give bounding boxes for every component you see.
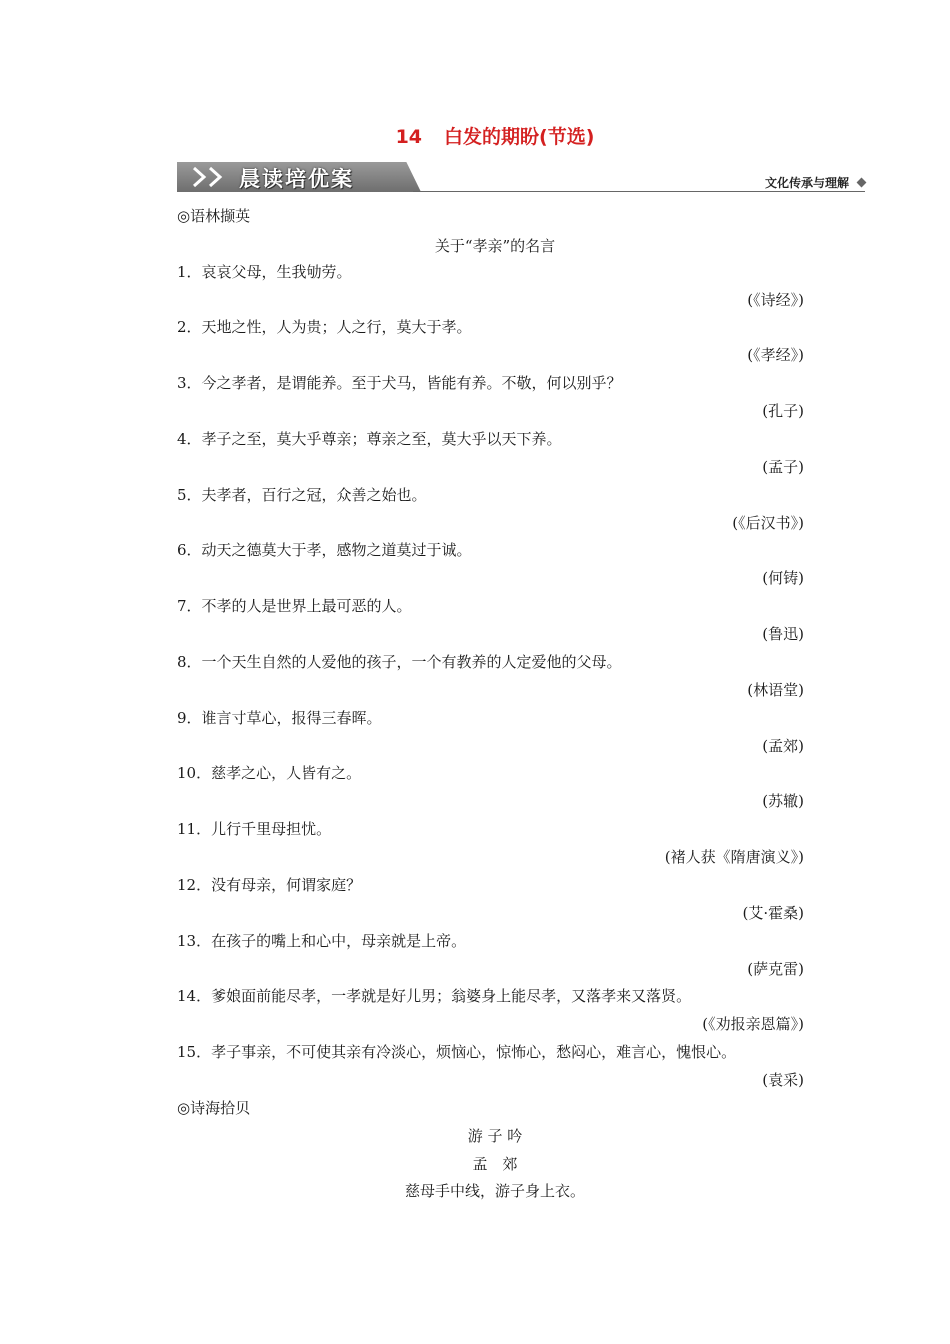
quote-source: (萨克雷) bbox=[747, 960, 804, 978]
banner-tag: 文化传承与理解 bbox=[764, 176, 849, 190]
poem-title: 游 子 吟 bbox=[467, 1127, 523, 1145]
poem-line: 慈母手中线，游子身上衣。 bbox=[404, 1182, 585, 1200]
chevron-right-icon bbox=[207, 166, 223, 188]
quote-text: 1．哀哀父母，生我劬劳。 bbox=[177, 263, 352, 281]
quote-source: (鲁迅) bbox=[762, 625, 804, 643]
quote-text: 8．一个天生自然的人爱他的孩子，一个有教养的人定爱他的父母。 bbox=[177, 653, 622, 671]
quote-source: (艾·霍桑) bbox=[742, 904, 804, 922]
quote-text: 10．慈孝之心，人皆有之。 bbox=[177, 764, 362, 782]
quote-source: (孟郊) bbox=[762, 737, 804, 755]
quote-text: 5．夫孝者，百行之冠，众善之始也。 bbox=[177, 486, 427, 504]
quote-source: (何铸) bbox=[762, 569, 804, 587]
quote-text: 15．孝子事亲，不可使其亲有冷淡心，烦恼心，惊怖心，愁闷心，难言心，愧恨心。 bbox=[177, 1043, 737, 1061]
quote-text: 13．在孩子的嘴上和心中，母亲就是上帝。 bbox=[177, 932, 467, 950]
section-banner bbox=[177, 162, 867, 198]
quote-text: 6．动天之德莫大于孝，感物之道莫过于诚。 bbox=[177, 541, 472, 559]
quote-source: (孟子) bbox=[762, 458, 804, 476]
quote-source: (《孝经》) bbox=[747, 346, 804, 364]
quote-text: 11．儿行千里母担忧。 bbox=[177, 820, 332, 838]
quote-text: 3．今之孝者，是谓能养。至于犬马，皆能有养。不敬，何以别乎？ bbox=[177, 374, 622, 392]
quote-source: (袁采) bbox=[762, 1071, 804, 1089]
quote-source: (《后汉书》) bbox=[732, 514, 804, 532]
quote-text: 9．谁言寸草心，报得三春晖。 bbox=[177, 709, 382, 727]
lesson-number: 14 bbox=[395, 126, 423, 148]
quote-source: (孔子) bbox=[762, 402, 804, 420]
quote-source: (苏辙) bbox=[762, 792, 804, 810]
quote-source: (褚人获《隋唐演义》) bbox=[664, 848, 804, 866]
banner-label: 晨读培优案 bbox=[239, 167, 354, 191]
section-heading-quotes: ◎语林撷英 bbox=[177, 207, 251, 225]
poem-author: 孟 郊 bbox=[472, 1155, 518, 1173]
lesson-title-text: 白发的期盼(节选) bbox=[444, 126, 595, 148]
quote-source: (《劝报亲恩篇》) bbox=[702, 1015, 804, 1033]
quote-text: 4．孝子之至，莫大乎尊亲；尊亲之至，莫大乎以天下养。 bbox=[177, 430, 562, 448]
section-heading-poems: ◎诗海拾贝 bbox=[177, 1099, 251, 1117]
quote-source: (《诗经》) bbox=[747, 291, 804, 309]
quote-text: 7．不孝的人是世界上最可恶的人。 bbox=[177, 597, 412, 615]
quotes-subtitle: 关于“孝亲”的名言 bbox=[434, 237, 556, 255]
chevron-right-icon bbox=[191, 166, 207, 188]
lesson-title bbox=[0, 122, 950, 149]
quote-text: 14．爹娘面前能尽孝，一孝就是好儿男；翁婆身上能尽孝，又落孝来又落贤。 bbox=[177, 987, 692, 1005]
quote-source: (林语堂) bbox=[747, 681, 804, 699]
quote-text: 2．天地之性，人为贵；人之行，莫大于孝。 bbox=[177, 318, 472, 336]
quote-text: 12．没有母亲，何谓家庭？ bbox=[177, 876, 362, 894]
banner-rule bbox=[413, 191, 865, 192]
diamond-icon bbox=[857, 178, 867, 188]
